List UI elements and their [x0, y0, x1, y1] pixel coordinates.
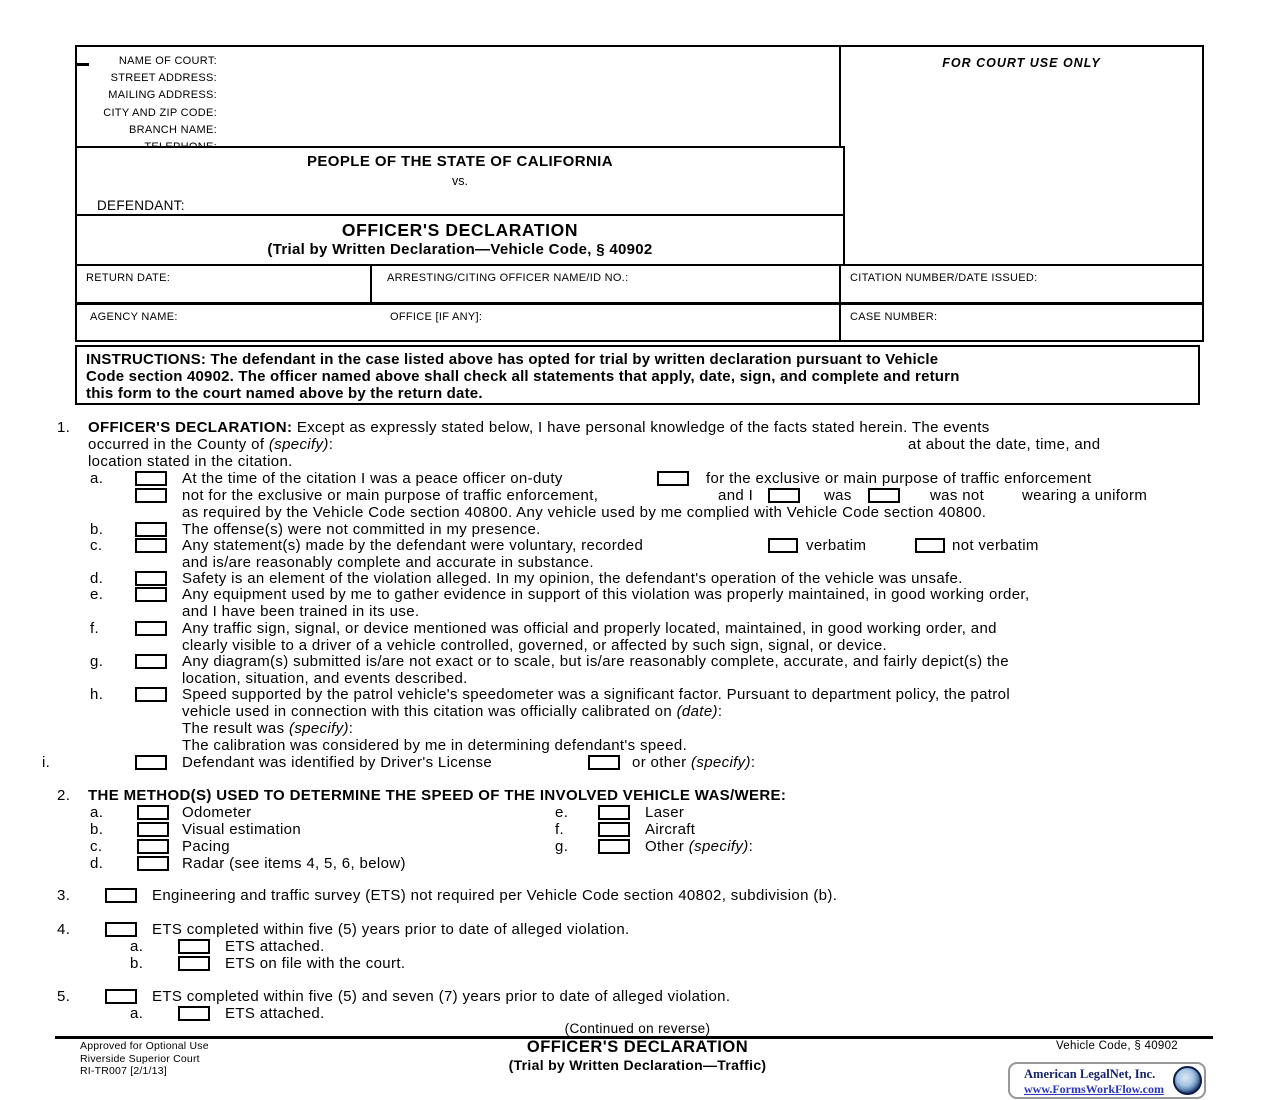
globe-icon: [1173, 1066, 1202, 1095]
item1e-line1: [0, 586, 1275, 603]
court-label: BRANCH NAME:: [129, 123, 217, 136]
item1c-text: and is/are reasonably complete and accurate in substance.: [182, 554, 594, 571]
item1a-text: At the time of the citation I was a peace officer on-duty: [182, 470, 563, 487]
colon: :: [348, 720, 354, 737]
item1h-line3: [0, 720, 1275, 737]
case-number-label: CASE NUMBER:: [850, 311, 938, 323]
checkbox-3-ets-not-required[interactable]: [105, 888, 137, 903]
date-label: (date): [676, 703, 718, 720]
item1i-text: or other: [632, 754, 687, 771]
item1h-text: [182, 720, 353, 737]
legalnet-name: American LegalNet, Inc.: [1024, 1067, 1156, 1081]
item2d-label: Radar (see items 4, 5, 6, below): [182, 855, 406, 872]
item1c-text: not verbatim: [952, 537, 1039, 554]
checkbox-5-ets-five-seven-years[interactable]: [105, 989, 137, 1004]
item1e-text: and I have been trained in its use.: [182, 603, 420, 620]
court-label: MAILING ADDRESS:: [108, 89, 217, 102]
item1i-text: Defendant was identified by Driver's License: [182, 754, 493, 771]
item4a-line: [0, 938, 1275, 955]
item1-text: location stated in the citation.: [88, 453, 293, 470]
item2-heading: THE METHOD(S) USED TO DETERMINE THE SPEED OF THE INVOLVED VEHICLE WAS/WERE:: [88, 787, 787, 804]
footer-subtitle: (Trial by Written Declaration—Traffic): [508, 1057, 767, 1073]
item1a-text: was not: [930, 487, 985, 504]
item1h-line1: [0, 686, 1275, 703]
item2f-letter: f.: [555, 821, 565, 838]
item2-row3: [0, 838, 1275, 855]
officer-name-label: ARRESTING/CITING OFFICER NAME/ID NO.:: [387, 272, 629, 284]
item3-line: [0, 887, 1275, 904]
colon: :: [748, 838, 754, 855]
checkbox-1a-traffic-enforcement[interactable]: [657, 471, 689, 486]
checkbox-1a-on-duty[interactable]: [135, 471, 167, 486]
item1d-letter: d.: [90, 570, 104, 587]
checkbox-2f-aircraft[interactable]: [598, 822, 630, 837]
item1e-text: Any equipment used by me to gather evidence in support of this violation was properly maintained, in good working order,: [182, 586, 1030, 603]
legalnet-badge: [1008, 1062, 1206, 1099]
colon: :: [717, 703, 723, 720]
item2e-letter: e.: [555, 804, 569, 821]
checkbox-1f-traffic-sign[interactable]: [135, 621, 167, 636]
checkbox-1g-diagram[interactable]: [135, 654, 167, 669]
court-info-box[interactable]: [75, 45, 845, 152]
item1-number: 1.: [57, 419, 71, 436]
defendant-label: DEFENDANT:: [97, 198, 185, 213]
declaration-body: [0, 419, 1275, 1044]
checkbox-1i-other[interactable]: [588, 755, 620, 770]
item1a-line2: [0, 487, 1275, 504]
item2d-letter: d.: [90, 855, 104, 872]
footer-code-reference: Vehicle Code, § 40902: [1055, 1040, 1178, 1052]
checkbox-2a-odometer[interactable]: [137, 805, 169, 820]
checkbox-1c-not-verbatim[interactable]: [915, 538, 945, 553]
item1h-line4: [0, 737, 1275, 754]
checkbox-2b-visual-estimation[interactable]: [137, 822, 169, 837]
calibration-result-field[interactable]: [370, 720, 870, 735]
for-court-use-box: [839, 45, 1204, 270]
instructions-line: INSTRUCTIONS: The defendant in the case listed above has opted for trial by written declaration pursuant to Vehicle: [86, 351, 939, 368]
item1a-text: as required by the Vehicle Code section 40800. Any vehicle used by me complied with Vehicle Code section 40800.: [182, 504, 987, 521]
item2-row1: [0, 804, 1275, 821]
checkbox-1a-was-not[interactable]: [868, 488, 900, 503]
item3-text: Engineering and traffic survey (ETS) not required per Vehicle Code section 40802, subdivision (b).: [152, 887, 838, 904]
for-court-use-label: FOR COURT USE ONLY: [942, 56, 1101, 70]
item1i-text: [632, 754, 755, 771]
checkbox-1e-equipment[interactable]: [135, 587, 167, 602]
item4-text: ETS completed within five (5) years prior to date of alleged violation.: [152, 921, 630, 938]
item1i-line: [0, 754, 1275, 771]
parties-box: [75, 146, 845, 220]
item5-number: 5.: [57, 988, 71, 1005]
instructions-line: Code section 40902. The officer named above shall check all statements that apply, date, sign, and complete and return: [86, 368, 960, 386]
item2b-label: Visual estimation: [182, 821, 302, 838]
item1g-line1: [0, 653, 1275, 670]
title-box: [75, 214, 845, 270]
item1b-line: [0, 521, 1275, 538]
court-labels: [83, 53, 217, 156]
item1f-text: Any traffic sign, signal, or device mentioned was official and properly located, maintained, in good working order, and: [182, 620, 997, 637]
specify-label: (specify): [691, 754, 751, 771]
item4b-text: ETS on file with the court.: [225, 955, 406, 972]
item1h-text: The result was: [182, 720, 285, 737]
item1e-line2: [0, 603, 1275, 620]
item1g-text: Any diagram(s) submitted is/are not exact or to scale, but is/are reasonably complete, accurate, and fairly depict(s) the: [182, 653, 1009, 670]
checkbox-5a-ets-attached[interactable]: [178, 1006, 210, 1021]
item1h-line2: [0, 703, 1275, 720]
item1-text: [88, 436, 333, 453]
other-method-specify-field[interactable]: [790, 838, 1160, 853]
citation-number-label: CITATION NUMBER/DATE ISSUED:: [850, 272, 1038, 284]
checkbox-2e-laser[interactable]: [598, 805, 630, 820]
defendant-name-field[interactable]: [197, 148, 797, 163]
agency-office-cell[interactable]: [75, 303, 845, 342]
item2-row2: [0, 821, 1275, 838]
item1a-line1: [0, 470, 1275, 487]
item1a-letter: a.: [90, 470, 104, 487]
return-date-label: RETURN DATE:: [86, 272, 171, 284]
court-label: CITY AND ZIP CODE:: [103, 106, 217, 119]
checkbox-2c-pacing[interactable]: [137, 839, 169, 854]
footer-approval-line: Approved for Optional Use: [80, 1040, 209, 1052]
item5a-letter: a.: [130, 1005, 144, 1022]
checkbox-1d-safety[interactable]: [135, 571, 167, 586]
colon: :: [328, 436, 334, 453]
other-id-specify-field[interactable]: [790, 754, 1160, 769]
colon: :: [750, 754, 756, 771]
item2b-letter: b.: [90, 821, 104, 838]
item2a-letter: a.: [90, 804, 104, 821]
vs-label: vs.: [452, 174, 468, 188]
checkbox-2d-radar[interactable]: [137, 856, 169, 871]
case-number-cell[interactable]: [839, 303, 1204, 342]
checkbox-1i-drivers-license[interactable]: [135, 755, 167, 770]
item1a-line3: [0, 504, 1275, 521]
item1a-text: was: [824, 487, 852, 504]
legalnet-link[interactable]: www.FormsWorkFlow.com: [1024, 1082, 1164, 1096]
item2c-letter: c.: [90, 838, 103, 855]
item1b-text: The offense(s) were not committed in my presence.: [182, 521, 541, 538]
office-label: OFFICE [IF ANY]:: [390, 311, 483, 323]
item1h-text: vehicle used in connection with this citation was officially calibrated on: [182, 703, 673, 720]
instructions-line: this form to the court named above by the return date.: [86, 385, 483, 403]
item2-row4: [0, 855, 1275, 872]
item1e-letter: e.: [90, 586, 104, 603]
citation-number-cell[interactable]: [839, 264, 1204, 304]
item2g-label: Other: [645, 838, 685, 855]
specify-label: (specify): [688, 838, 749, 855]
item1f-line1: [0, 620, 1275, 637]
item4a-text: ETS attached.: [225, 938, 325, 955]
agency-name-label: AGENCY NAME:: [90, 311, 178, 323]
checkbox-1h-speedometer[interactable]: [135, 687, 167, 702]
item1a-text: not for the exclusive or main purpose of traffic enforcement,: [182, 487, 599, 504]
footer-title: OFFICER'S DECLARATION: [526, 1038, 749, 1056]
checkbox-1a-not-traffic-enforcement[interactable]: [135, 488, 167, 503]
item5-line: [0, 988, 1275, 1005]
item2-heading-line: [0, 787, 1275, 804]
item1c-line1: [0, 537, 1275, 554]
checkbox-2g-other[interactable]: [598, 839, 630, 854]
county-specify-field[interactable]: [350, 436, 895, 451]
item1g-line2: [0, 670, 1275, 687]
item1d-line: [0, 570, 1275, 587]
form-title: OFFICER'S DECLARATION: [341, 220, 579, 240]
item1h-text: The calibration was considered by me in determining defendant's speed.: [182, 737, 688, 754]
item1-text: Except as expressly stated below, I have personal knowledge of the facts stated herein. The events: [296, 419, 990, 436]
item1h-letter: h.: [90, 686, 104, 703]
item2g-label: [645, 838, 753, 855]
item5a-text: ETS attached.: [225, 1005, 325, 1022]
footer-form-number: RI-TR007 [2/1/13]: [80, 1065, 167, 1077]
item1-line3: [0, 453, 1275, 470]
item2g-letter: g.: [555, 838, 569, 855]
item1-line1: [0, 419, 1275, 436]
officer-name-cell[interactable]: [370, 264, 845, 304]
specify-label: (specify): [288, 720, 349, 737]
item4b-line: [0, 955, 1275, 972]
item1f-line2: [0, 637, 1275, 654]
item1-text: at about the date, time, and: [908, 436, 1101, 453]
court-label: NAME OF COURT:: [118, 55, 217, 67]
item3-number: 3.: [57, 887, 71, 904]
item1g-text: location, situation, and events described.: [182, 670, 468, 687]
item1c-letter: c.: [90, 537, 103, 554]
checkbox-4b-ets-on-file[interactable]: [178, 956, 210, 971]
item2a-label: Odometer: [182, 804, 252, 821]
item1-heading: OFFICER'S DECLARATION:: [88, 419, 293, 436]
form-subtitle: (Trial by Written Declaration—Vehicle Code, § 40902: [267, 241, 653, 258]
item2f-label: Aircraft: [645, 821, 696, 838]
checkbox-1a-was[interactable]: [768, 488, 800, 503]
specify-label: (specify): [268, 436, 329, 453]
item1f-letter: f.: [90, 620, 100, 637]
item1c-line2: [0, 554, 1275, 571]
item5-text: ETS completed within five (5) and seven (7) years prior to date of alleged violation.: [152, 988, 731, 1005]
checkbox-4a-ets-attached[interactable]: [178, 939, 210, 954]
checkbox-1c-statements[interactable]: [135, 538, 167, 553]
form-header: [75, 45, 1200, 338]
checkbox-4-ets-five-years[interactable]: [105, 922, 137, 937]
court-label: STREET ADDRESS:: [110, 72, 217, 85]
item1f-text: clearly visible to a driver of a vehicle controlled, governed, or affected by such sign, signal, or device.: [182, 637, 888, 654]
item2-number: 2.: [57, 787, 71, 804]
footer-approval-line: Riverside Superior Court: [80, 1052, 200, 1065]
checkbox-1c-verbatim[interactable]: [768, 538, 798, 553]
item1-intro: [88, 419, 990, 436]
item1a-text: and I: [718, 487, 754, 504]
calibration-date-field[interactable]: [790, 703, 1160, 718]
item1b-letter: b.: [90, 521, 104, 538]
item4b-letter: b.: [130, 955, 144, 972]
item1a-text: wearing a uniform: [1022, 487, 1148, 504]
item1h-text: [182, 703, 722, 720]
item1a-text: for the exclusive or main purpose of traffic enforcement: [706, 470, 1092, 487]
instructions-box: [75, 345, 1200, 405]
item1i-letter: i.: [42, 754, 51, 771]
item1d-text: Safety is an element of the violation alleged. In my opinion, the defendant's operation of the vehicle was unsafe.: [182, 570, 963, 587]
item1h-text: Speed supported by the patrol vehicle's speedometer was a significant factor. Pursuant to department policy, the patrol: [182, 686, 1011, 703]
item4-line: [0, 921, 1275, 938]
item4-number: 4.: [57, 921, 71, 938]
people-title: PEOPLE OF THE STATE OF CALIFORNIA: [307, 153, 613, 170]
continued-on-reverse: (Continued on reverse): [564, 1021, 711, 1036]
return-date-cell[interactable]: [75, 264, 376, 304]
item4a-letter: a.: [130, 938, 144, 955]
item2e-label: Laser: [645, 804, 685, 821]
item1c-text: verbatim: [806, 537, 867, 554]
item5a-line: [0, 1005, 1275, 1022]
item1-line2: [0, 436, 1275, 453]
item2c-label: Pacing: [182, 838, 230, 855]
item1-text: occurred in the County of: [88, 436, 265, 453]
checkbox-1b-offense[interactable]: [135, 522, 167, 537]
item1c-text: Any statement(s) made by the defendant were voluntary, recorded: [182, 537, 644, 554]
item1g-letter: g.: [90, 653, 104, 670]
